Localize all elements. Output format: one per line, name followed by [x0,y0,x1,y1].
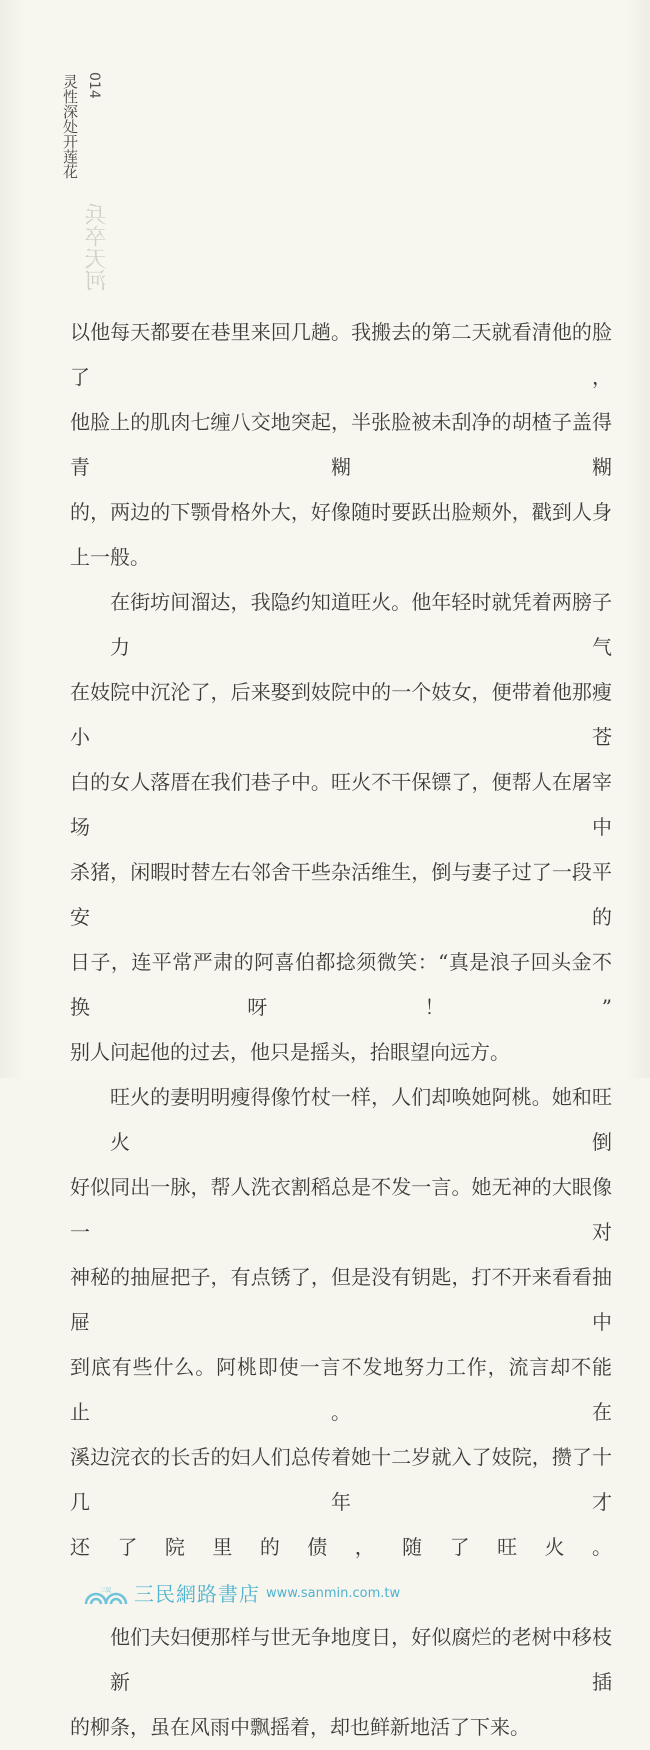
paragraph [70,1615,612,1750]
sanmin-logo-icon [84,1583,128,1605]
text-line-content: 旺火的妻明明瘦得像竹杖一样，人们却唤她阿桃。她和旺火倒 [110,1085,612,1154]
paragraph [70,1075,612,1615]
text-line [70,1525,612,1615]
paragraph [70,580,612,1075]
text-line [70,1615,612,1705]
bleed-through-text: 兵卒天河 [85,203,110,291]
text-line [70,1705,612,1750]
watermark [84,1583,400,1605]
text-line [70,1255,612,1345]
logo-text: 三民 [100,1587,112,1594]
paragraph [70,310,612,580]
text-line [70,1030,612,1075]
text-line-content: 还了院里的债，随了旺火。 [70,1535,612,1559]
watermark-store-name: 三民網路書店 [134,1581,260,1606]
text-line [70,940,612,1030]
text-line-content: 的，两边的下颚骨格外大，好像随时要跃出脸颊外，戳到人身上一般。 [70,500,612,569]
text-line-content: 日子，连平常严肃的阿喜伯都捻须微笑：“真是浪子回头金不换呀！” [70,950,612,1019]
page-number: 014 [86,72,102,99]
running-header-title: 灵性深处开莲花 [61,74,79,179]
text-line [70,670,612,760]
watermark-url: www.sanmin.com.tw [266,1586,401,1601]
text-line [70,1435,612,1525]
text-line [70,400,612,490]
text-line [70,580,612,670]
text-line-content: 溪边浣衣的长舌的妇人们总传着她十二岁就入了妓院，攒了十几年才 [70,1445,612,1514]
text-line [70,1345,612,1435]
text-line [70,490,612,580]
text-line-content: 他们夫妇便那样与世无争地度日，好似腐烂的老树中移枝新插 [110,1625,612,1694]
text-line [70,310,612,400]
text-line-content: 的柳条，虽在风雨中飘摇着，却也鲜新地活了下来。 [70,1715,530,1739]
text-line [70,1165,612,1255]
text-line-content: 白的女人落厝在我们巷子中。旺火不干保镖了，便帮人在屠宰场中 [70,770,612,839]
text-line-content: 杀猪，闲暇时替左右邻舍干些杂活维生，倒与妻子过了一段平安的 [70,860,612,929]
body-text [70,310,612,1750]
text-line-content: 好似同出一脉，帮人洗衣割稻总是不发一言。她无神的大眼像一对 [70,1175,612,1244]
text-line [70,760,612,850]
text-line-content: 别人问起他的过去，他只是摇头，抬眼望向远方。 [70,1040,510,1064]
text-line-content: 到底有些什么。阿桃即使一言不发地努力工作，流言却不能止。在 [70,1355,612,1424]
text-line-content: 神秘的抽屉把子，有点锈了，但是没有钥匙，打不开来看看抽屉中 [70,1265,612,1334]
text-line-content: 在街坊间溜达，我隐约知道旺火。他年轻时就凭着两膀子力气 [110,590,612,659]
text-line [70,1075,612,1165]
text-line-content: 他脸上的肌肉七缠八交地突起，半张脸被未刮净的胡楂子盖得青糊糊 [70,410,612,479]
text-line-content: 在妓院中沉沦了，后来娶到妓院中的一个妓女，便带着他那瘦小苍 [70,680,612,749]
text-line-content: 以他每天都要在巷里来回几趟。我搬去的第二天就看清他的脸了， [70,320,612,389]
text-line [70,850,612,940]
